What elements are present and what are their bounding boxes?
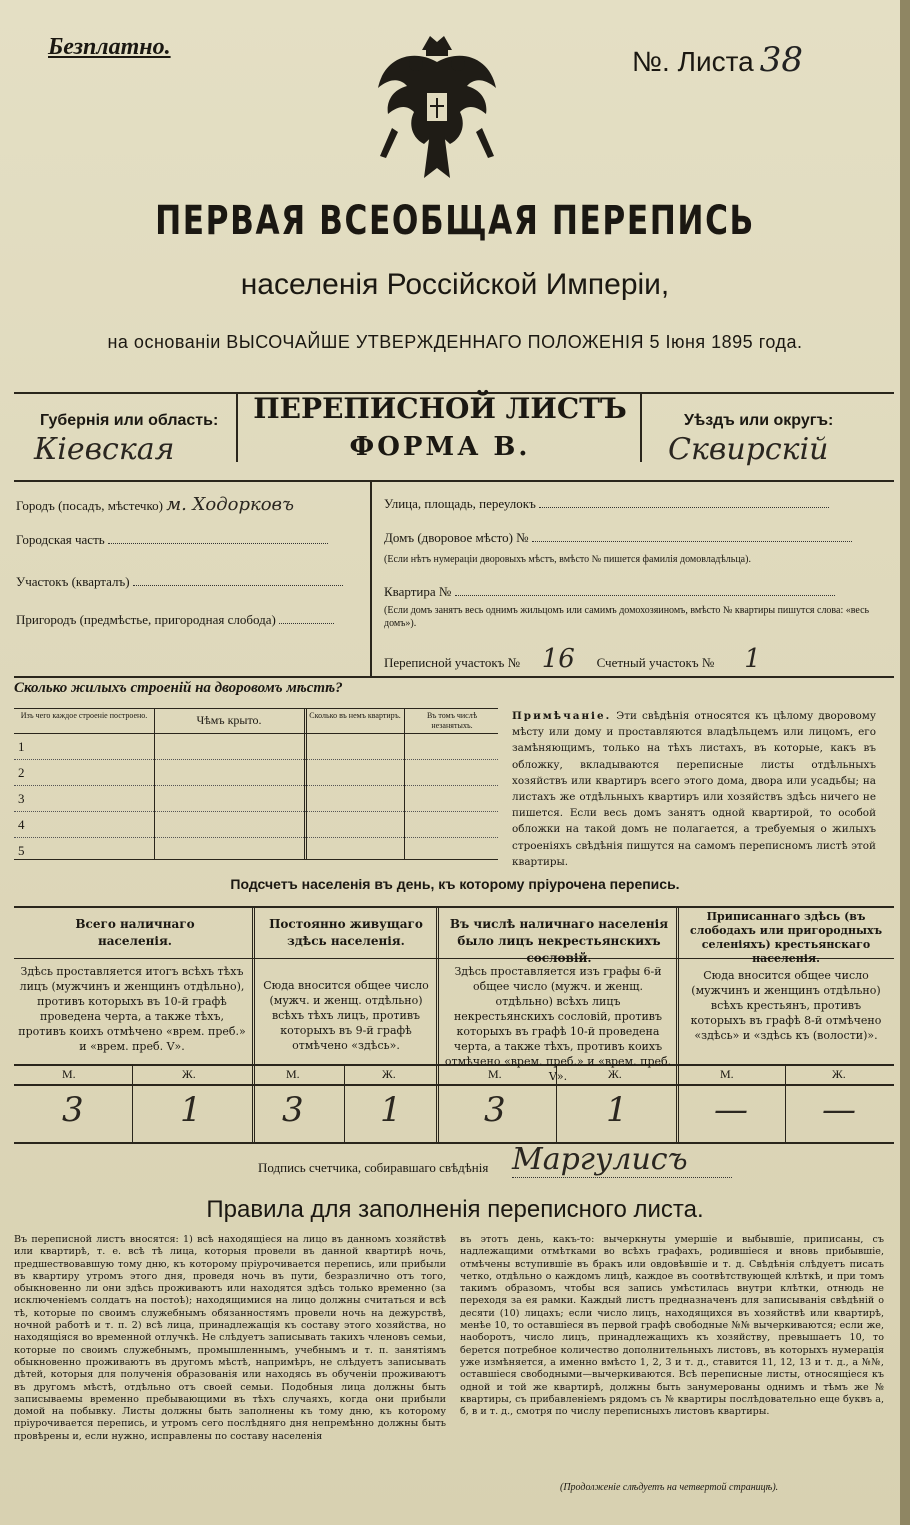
- divider: [370, 480, 372, 676]
- pop-col-nonpeasant-head: Въ числѣ наличнаго населенія было лицъ некрестьянскихъ сословій.: [449, 917, 669, 965]
- sheet-number: [632, 40, 803, 80]
- rules-left-column: Въ переписной листъ вносятся: 1) всѣ находящіеся на лицо въ данномъ хозяйствѣ или квартирѣ, т. е. всѣ тѣ лица, которыя провели въ данной квартирѣ ночь, предшествовавшую тому дню, къ которому пріурочивается перепись, или прибыли въ квартиру утромъ этого дня, проведя ночь въ пути, безразлично отъ того, обыкновенно ли они здѣсь проживаютъ или находятся здѣсь только временно (за исключеніемъ солдатъ на постоѣ); находящимися на лицо должны считаться и всѣ тѣ, которые по своимъ служебнымъ обязанностямъ провели ночь на дежурствѣ, ночной работѣ и т. п. 2) всѣ лица, принадлежащія къ составу этого хозяйства, но находящіяся во временной отлучкѣ. Не слѣдуетъ записывать такихъ членовъ семьи, которые по своимъ служебнымъ, промышленнымъ, учебнымъ и т. п. занятіямъ обыкновенно проживаютъ въ другомъ мѣстѣ, напримѣръ, не слѣдуетъ записывать дѣтей, которыя для полученія образованія или находясь въ обученіи проживаютъ въ другомъ мѣстѣ, отдѣльно отъ своей семьи. Подобныя лица должны быть записываемы временно пребывающими въ тѣхъ случаяхъ, когда они прибыли домой на побывку. Листы должны быть заполнены къ тому дню, къ которому пріурочивается перепись, и утромъ сего послѣдняго дня непремѣнно должны быть провѣрены и, если нужно, исправлены по составу населенія: [14, 1234, 446, 1442]
- population-table: [14, 906, 894, 1144]
- legal-basis: на основаніи ВЫСОЧАЙШЕ УТВЕРЖДЕННАГО ПОЛОЖЕНІЯ 5 Іюня 1895 года.: [107, 332, 803, 352]
- census-district-value: 16: [541, 644, 575, 674]
- free-label: Безплатно.: [48, 34, 171, 60]
- page-edge: [900, 0, 910, 1525]
- sheet-number-label: №. Листа: [632, 46, 754, 77]
- sex-female-label: Ж.: [832, 1067, 846, 1081]
- pop-col-nonpeasant-body: Здѣсь проставляется изъ графы 6-й общее число (мужч. и женщ. отдѣльно) всѣхъ лицъ некрестьянскихъ сословій, противъ которыхъ въ графѣ 10-й проведена черта, а также тѣхъ, противъ коихъ отмѣчено «врем. преб.» и «врем. преб. V».: [444, 965, 672, 1083]
- page-title: ПЕРВАЯ ВСЕОБЩАЯ ПЕРЕПИСЬ: [155, 198, 755, 244]
- double-headed-eagle-emblem: [372, 28, 502, 188]
- value-peasant-male: —: [714, 1090, 748, 1130]
- divider: [640, 392, 642, 462]
- divider: [14, 676, 894, 678]
- house-note: (Если нѣтъ нумераціи дворовыхъ мѣстъ, вмѣсто № пишется фамилія домовладѣльца).: [384, 554, 751, 565]
- sex-female-label: Ж.: [182, 1067, 196, 1081]
- buildings-row-1: 1: [18, 739, 25, 754]
- town-part-label: Городская часть: [16, 532, 105, 547]
- sheet-number-value: 38: [759, 40, 803, 80]
- divider: [14, 480, 894, 482]
- province-label: Губернія или область:: [40, 412, 219, 429]
- quarter-label: Участокъ (кварталъ): [16, 574, 130, 589]
- census-district-field: [384, 644, 884, 674]
- quarter-field: [16, 574, 366, 590]
- page-subtitle: населенія Россійской Имперіи,: [240, 268, 670, 301]
- count-district-value: 1: [744, 644, 761, 674]
- buildings-col-vacant: Въ томъ числѣ незанятыхъ.: [426, 711, 478, 730]
- town-field: [16, 494, 366, 515]
- buildings-col-material: Изъ чего каждое строеніе построено.: [20, 711, 148, 720]
- value-total-male: 3: [62, 1090, 84, 1130]
- district-value: Сквирскій: [668, 432, 829, 467]
- rules-continuation: (Продолженіе слѣдуетъ на четвертой страницѣ).: [560, 1482, 779, 1493]
- sex-male-label: М.: [286, 1067, 300, 1081]
- sex-female-label: Ж.: [608, 1067, 622, 1081]
- value-nonpeasant-male: 3: [484, 1090, 506, 1130]
- sex-male-label: М.: [720, 1067, 734, 1081]
- enumerator-signature: Маргулисъ: [512, 1142, 732, 1178]
- sex-female-label: Ж.: [382, 1067, 396, 1081]
- pop-col-total-body: Здѣсь проставляется итогъ всѣхъ тѣхъ лицъ (мужчинъ и женщинъ отдѣльно), противъ которыхъ въ 10-й графѣ проведена черта, а также тѣхъ, противъ коихъ отмѣчено «врем. преб.» и «врем. преб. V».: [18, 965, 246, 1053]
- pop-col-peasant-head: Приписаннаго здѣсь (въ слободахъ или пригородныхъ селеніяхъ) крестьянскаго населенія.: [689, 910, 883, 965]
- form-name: ПЕРЕПИСНОЙ ЛИСТЪ: [253, 392, 627, 425]
- street-field: [384, 496, 884, 512]
- buildings-col-roof: Чѣмъ крыто.: [196, 713, 262, 727]
- rules-title: Правила для заполненія переписного листа.: [206, 1196, 704, 1223]
- rules-right-column: въ этотъ день, какъ-то: вычеркнуты умершіе и выбывшіе, приписаны, съ надлежащими отмѣтками во всѣхъ графахъ, родившіеся и вновь прибывшіе, отмѣчены вступившіе въ бракъ или овдовѣвшіе и т. д. Свѣдѣнія слѣдуетъ писать четко, отдѣльно о каждомъ лицѣ, каждое въ соотвѣтствующей клѣткѣ, и при томъ такимъ образомъ, чтобы вся запись умѣстилась внутри клѣтки, отнюдь не переходя за ея рамки. Каждый листъ предназначенъ для записыванія свѣдѣній о десяти (10) лицахъ; если число лицъ, находящихся въ хозяйствѣ или квартирѣ, менѣе 10, то оставшіеся въ первой графѣ свободные №№ вычеркиваются; если же, наоборотъ, число лицъ, принадлежащихъ къ хозяйству, превышаетъ 10, то берется потребное количество дополнительныхъ листовъ, въ которыхъ нумерація уже измѣняется, а именно вмѣсто 1, 2, 3 и т. д., ставится 11, 12, 13 и т. д., а №№, оставшіеся свободными—вычеркиваются. Всѣ переписные листы, относящіеся къ одной и той же квартирѣ, должны быть занумерованы однимъ и тѣмъ же № квартиры, съ прибавленіемъ рядомъ съ № квартиры послѣдовательно еще буквъ а, б, в и т. д., смотря по числу переписныхъ листовъ квартиры.: [460, 1234, 884, 1418]
- buildings-note: [512, 708, 876, 870]
- signature-label: Подпись счетчика, собиравшаго свѣдѣнія: [258, 1160, 489, 1175]
- form-type: ФОРМА В.: [349, 432, 531, 462]
- value-resident-male: 3: [282, 1090, 304, 1130]
- buildings-question: Сколько жилыхъ строеній на дворовомъ мѣстѣ?: [14, 680, 343, 696]
- pop-col-resident-body: Сюда вносится общее число (мужч. и женщ. отдѣльно) всѣхъ тѣхъ лицъ, противъ которыхъ въ 9-й графѣ отмѣчено «здѣсь».: [263, 979, 429, 1052]
- pop-col-total-head: Всего наличнаго населенія.: [75, 917, 195, 948]
- apartment-field: [384, 584, 884, 600]
- value-peasant-female: —: [822, 1090, 856, 1130]
- value-resident-female: 1: [380, 1090, 402, 1130]
- town-part-field: [16, 532, 366, 548]
- buildings-row-2: 2: [18, 765, 25, 780]
- house-field: [384, 530, 884, 546]
- street-label: Улица, площадь, переулокъ: [384, 496, 536, 511]
- town-label: Городъ (посадъ, мѣстечко): [16, 498, 163, 513]
- pop-col-resident-head: Постоянно живущаго здѣсь населенія.: [269, 917, 423, 948]
- count-district-label: Счетный участокъ №: [596, 655, 715, 670]
- census-district-label: Переписной участокъ №: [384, 655, 521, 670]
- population-title: Подсчетъ населенія въ день, къ которому пріурочена перепись.: [230, 876, 680, 892]
- pop-col-peasant-body: Сюда вносится общее число (мужчинъ и женщинъ отдѣльно) всѣхъ крестьянъ, противъ которыхъ въ графѣ 8-й отмѣчено «здѣсь» и «здѣсь къ (волости)».: [690, 969, 882, 1042]
- buildings-row-4: 4: [18, 817, 25, 832]
- sex-male-label: М.: [62, 1067, 76, 1081]
- divider: [236, 392, 238, 462]
- value-nonpeasant-female: 1: [606, 1090, 628, 1130]
- district-label: Уѣздъ или округъ:: [684, 412, 834, 429]
- suburb-field: [16, 612, 366, 628]
- value-total-female: 1: [180, 1090, 202, 1130]
- note-text: Эти свѣдѣнія относятся къ цѣлому дворовому мѣсту или дому и проставляются владѣльцемъ или лицомъ, его замѣняющимъ, только на тѣхъ листахъ, въ которые, какъ въ обложку, вкладываются переписные листы отдѣльныхъ хозяйствъ или квартиръ всего этого дома, двора или усадьбы; на листахъ же отдѣльныхъ квартиръ или хозяйствъ здѣсь ничего не пишется. Если весь домъ занятъ одной квартирой, то особой обложки на такой домъ не полагается, а требуемыя о жилыхъ строеніяхъ свѣдѣнія пишутся на самомъ переписномъ листѣ этой квартиры.: [512, 710, 876, 868]
- house-label: Домъ (дворовое мѣсто) №: [384, 530, 529, 545]
- town-value: м. Ходорковъ: [166, 494, 295, 515]
- province-value: Кіевская: [34, 432, 175, 467]
- sex-male-label: М.: [488, 1067, 502, 1081]
- apartment-note: (Если домъ занятъ весь однимъ жильцомъ или самимъ домохозяиномъ, вмѣсто № квартиры пишутся слова: «весь домъ»).: [384, 605, 870, 629]
- note-title: Примѣчаніе.: [512, 710, 612, 722]
- buildings-row-5: 5: [18, 843, 25, 858]
- apartment-label: Квартира №: [384, 584, 452, 599]
- buildings-table: [14, 708, 498, 860]
- buildings-col-apartments: Сколько въ немъ квартиръ.: [309, 711, 401, 720]
- buildings-row-3: 3: [18, 791, 25, 806]
- suburb-label: Пригородъ (предмѣстье, пригородная слобода): [16, 612, 276, 627]
